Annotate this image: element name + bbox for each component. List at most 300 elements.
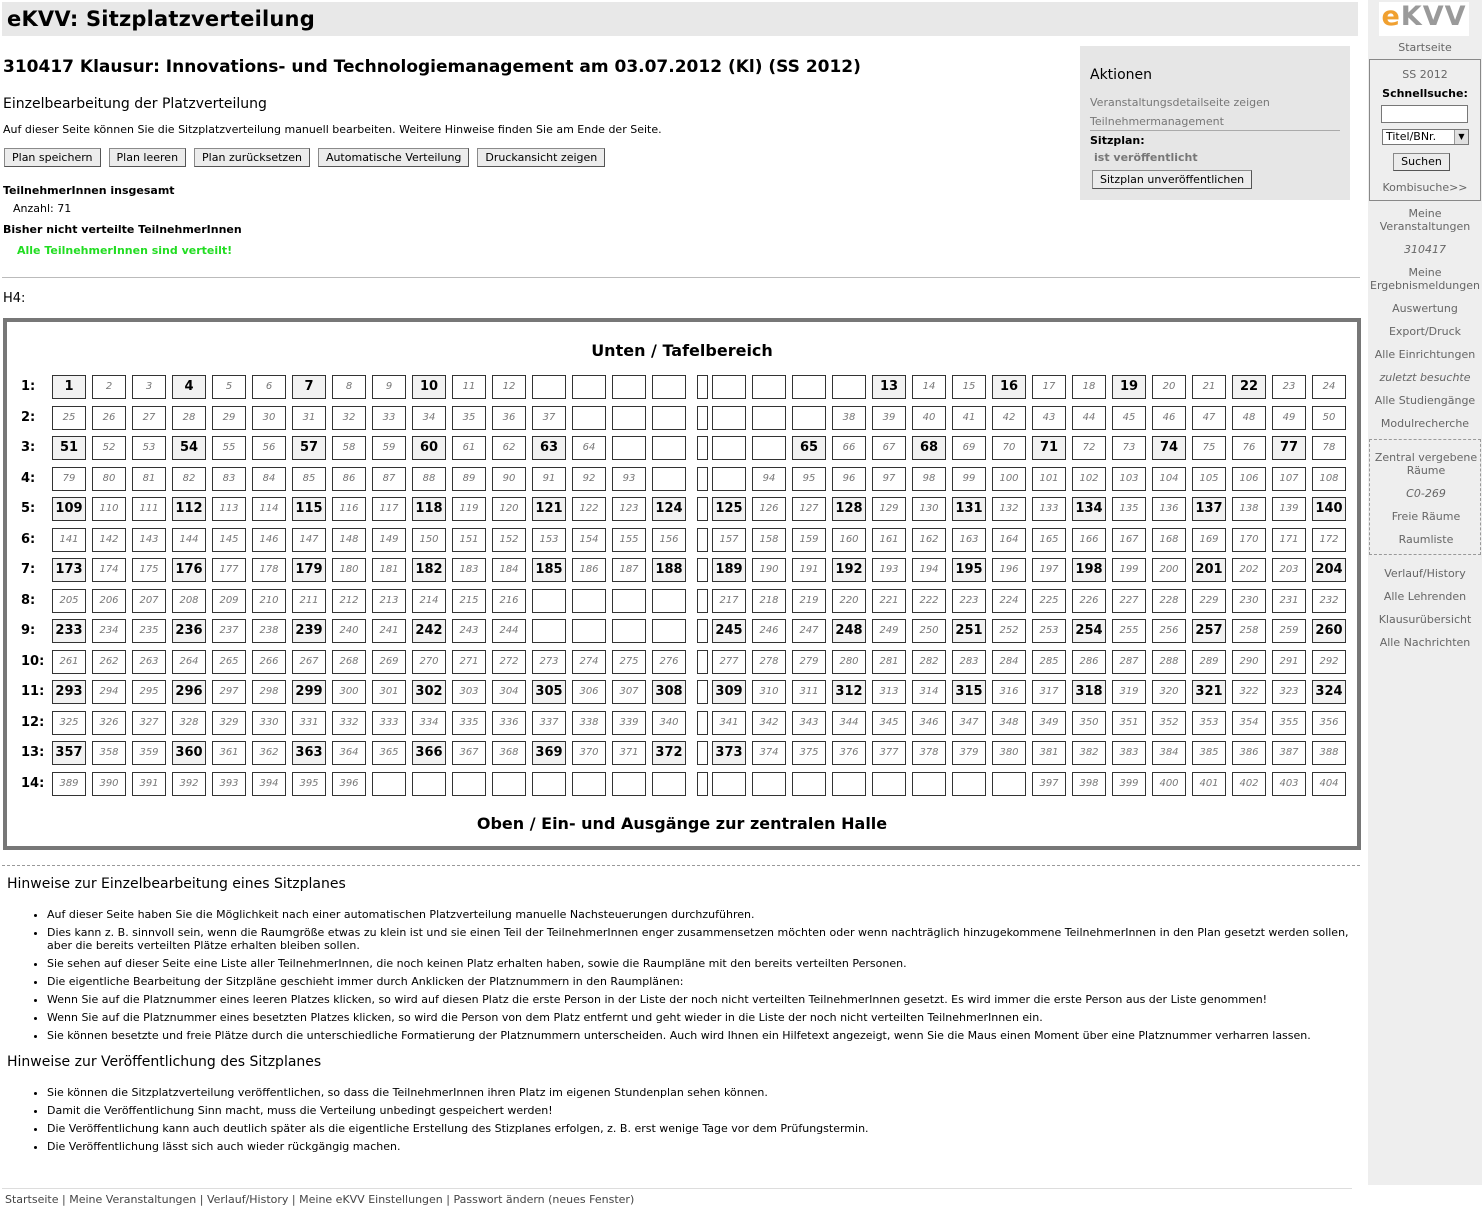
seat[interactable]: 43: [1032, 406, 1066, 430]
search-button[interactable]: Suchen: [1393, 153, 1450, 171]
sidebar-central-rooms[interactable]: Zentral vergebene Räume: [1374, 451, 1478, 477]
seat[interactable]: 89: [452, 467, 486, 491]
seat[interactable]: 372: [652, 741, 686, 765]
seat[interactable]: 30: [252, 406, 286, 430]
seat[interactable]: 5: [212, 375, 246, 399]
seat[interactable]: [912, 772, 946, 796]
seat[interactable]: 58: [332, 436, 366, 460]
seat[interactable]: 147: [292, 528, 326, 552]
seat[interactable]: 204: [1312, 558, 1346, 582]
seat[interactable]: 404: [1312, 772, 1346, 796]
seat[interactable]: 81: [132, 467, 166, 491]
seat[interactable]: 194: [912, 558, 946, 582]
seat[interactable]: 125: [712, 497, 746, 521]
seat[interactable]: 86: [332, 467, 366, 491]
seat[interactable]: 380: [992, 741, 1026, 765]
seat[interactable]: 1: [52, 375, 86, 399]
seat[interactable]: 321: [1192, 680, 1226, 704]
seat[interactable]: [792, 406, 826, 430]
seat[interactable]: 200: [1152, 558, 1186, 582]
seat[interactable]: 226: [1072, 589, 1106, 613]
seat[interactable]: 209: [212, 589, 246, 613]
sidebar-export[interactable]: Export/Druck: [1388, 325, 1462, 338]
seat[interactable]: 31: [292, 406, 326, 430]
seat[interactable]: 379: [952, 741, 986, 765]
seat[interactable]: 399: [1112, 772, 1146, 796]
seat[interactable]: 55: [212, 436, 246, 460]
seat[interactable]: 151: [452, 528, 486, 552]
auto-assign-button[interactable]: Automatische Verteilung: [318, 148, 469, 167]
seat[interactable]: 298: [252, 680, 286, 704]
seat[interactable]: [712, 375, 746, 399]
seat[interactable]: 193: [872, 558, 906, 582]
seat[interactable]: 210: [252, 589, 286, 613]
footer-link[interactable]: Meine Veranstaltungen: [69, 1193, 197, 1206]
seat[interactable]: 94: [752, 467, 786, 491]
seat[interactable]: [572, 375, 606, 399]
seat[interactable]: 181: [372, 558, 406, 582]
seat[interactable]: 251: [952, 619, 986, 643]
seat[interactable]: [452, 772, 486, 796]
seat[interactable]: [532, 375, 566, 399]
seat[interactable]: 84: [252, 467, 286, 491]
sidebar-recently-visited[interactable]: zuletzt besuchte: [1379, 371, 1471, 384]
seat[interactable]: 50: [1312, 406, 1346, 430]
seat[interactable]: 308: [652, 680, 686, 704]
seat[interactable]: 53: [132, 436, 166, 460]
seat[interactable]: 228: [1152, 589, 1186, 613]
seat[interactable]: 323: [1272, 680, 1306, 704]
seat[interactable]: [612, 406, 646, 430]
seat[interactable]: 20: [1152, 375, 1186, 399]
seat[interactable]: 165: [1032, 528, 1066, 552]
seat[interactable]: 325: [52, 711, 86, 735]
seat[interactable]: 178: [252, 558, 286, 582]
seat[interactable]: 24: [1312, 375, 1346, 399]
seat[interactable]: [652, 467, 686, 491]
seat[interactable]: 188: [652, 558, 686, 582]
seat[interactable]: 212: [332, 589, 366, 613]
seat[interactable]: 269: [372, 650, 406, 674]
seat[interactable]: 65: [792, 436, 826, 460]
seat[interactable]: 311: [792, 680, 826, 704]
seat[interactable]: 128: [832, 497, 866, 521]
seat[interactable]: 244: [492, 619, 526, 643]
seat[interactable]: 98: [912, 467, 946, 491]
sidebar-all-programs[interactable]: Alle Studiengänge: [1374, 394, 1476, 407]
seat[interactable]: 64: [572, 436, 606, 460]
seat[interactable]: 309: [712, 680, 746, 704]
seat[interactable]: 25: [52, 406, 86, 430]
seat[interactable]: 4: [172, 375, 206, 399]
seat[interactable]: 263: [132, 650, 166, 674]
seat[interactable]: 285: [1032, 650, 1066, 674]
seat[interactable]: 120: [492, 497, 526, 521]
seat[interactable]: 78: [1312, 436, 1346, 460]
seat[interactable]: 317: [1032, 680, 1066, 704]
seat[interactable]: [492, 772, 526, 796]
seat[interactable]: 334: [412, 711, 446, 735]
seat[interactable]: 217: [712, 589, 746, 613]
seat[interactable]: 327: [132, 711, 166, 735]
seat[interactable]: 26: [92, 406, 126, 430]
seat[interactable]: 304: [492, 680, 526, 704]
seat[interactable]: 259: [1272, 619, 1306, 643]
seat[interactable]: 266: [252, 650, 286, 674]
seat[interactable]: 119: [452, 497, 486, 521]
seat[interactable]: 345: [872, 711, 906, 735]
save-plan-button[interactable]: Plan speichern: [4, 148, 101, 167]
seat[interactable]: 227: [1112, 589, 1146, 613]
seat[interactable]: 88: [412, 467, 446, 491]
seat[interactable]: 240: [332, 619, 366, 643]
seat[interactable]: 349: [1032, 711, 1066, 735]
footer-link[interactable]: Meine eKVV Einstellungen: [299, 1193, 443, 1206]
seat[interactable]: 105: [1192, 467, 1226, 491]
seat[interactable]: 262: [92, 650, 126, 674]
sidebar-free-rooms[interactable]: Freie Räume: [1391, 510, 1461, 523]
seat[interactable]: 247: [792, 619, 826, 643]
seat[interactable]: 319: [1112, 680, 1146, 704]
seat[interactable]: 97: [872, 467, 906, 491]
seat[interactable]: [752, 375, 786, 399]
seat[interactable]: 117: [372, 497, 406, 521]
seat[interactable]: 10: [412, 375, 446, 399]
seat[interactable]: 339: [612, 711, 646, 735]
seat[interactable]: 331: [292, 711, 326, 735]
seat[interactable]: 73: [1112, 436, 1146, 460]
seat[interactable]: 110: [92, 497, 126, 521]
sidebar-home[interactable]: Startseite: [1398, 41, 1452, 54]
seat[interactable]: 167: [1112, 528, 1146, 552]
seat[interactable]: [712, 467, 746, 491]
seat[interactable]: 16: [992, 375, 1026, 399]
seat[interactable]: 76: [1232, 436, 1266, 460]
seat[interactable]: 377: [872, 741, 906, 765]
seat[interactable]: 150: [412, 528, 446, 552]
seat[interactable]: 206: [92, 589, 126, 613]
seat[interactable]: 312: [832, 680, 866, 704]
seat[interactable]: 137: [1192, 497, 1226, 521]
seat[interactable]: 45: [1112, 406, 1146, 430]
seat[interactable]: 290: [1232, 650, 1266, 674]
seat[interactable]: 279: [792, 650, 826, 674]
sidebar-module-search[interactable]: Modulrecherche: [1380, 417, 1470, 430]
seat[interactable]: 205: [52, 589, 86, 613]
seat[interactable]: 56: [252, 436, 286, 460]
seat[interactable]: 145: [212, 528, 246, 552]
seat[interactable]: 390: [92, 772, 126, 796]
seat[interactable]: 140: [1312, 497, 1346, 521]
seat[interactable]: 360: [172, 741, 206, 765]
seat[interactable]: 63: [532, 436, 566, 460]
seat[interactable]: 281: [872, 650, 906, 674]
sidebar-exam-overview[interactable]: Klausurübersicht: [1378, 613, 1472, 626]
participant-management-link[interactable]: Teilnehmermanagement: [1090, 115, 1224, 128]
seat[interactable]: 232: [1312, 589, 1346, 613]
seat[interactable]: 69: [952, 436, 986, 460]
seat[interactable]: 9: [372, 375, 406, 399]
seat[interactable]: 199: [1112, 558, 1146, 582]
seat[interactable]: 39: [872, 406, 906, 430]
seat[interactable]: 365: [372, 741, 406, 765]
seat[interactable]: [992, 772, 1026, 796]
seat[interactable]: 174: [92, 558, 126, 582]
seat[interactable]: 99: [952, 467, 986, 491]
seat[interactable]: [612, 375, 646, 399]
seat[interactable]: 108: [1312, 467, 1346, 491]
seat[interactable]: 274: [572, 650, 606, 674]
seat[interactable]: 111: [132, 497, 166, 521]
seat[interactable]: 297: [212, 680, 246, 704]
seat[interactable]: 392: [172, 772, 206, 796]
seat[interactable]: 374: [752, 741, 786, 765]
seat[interactable]: 326: [92, 711, 126, 735]
seat[interactable]: 238: [252, 619, 286, 643]
seat[interactable]: 375: [792, 741, 826, 765]
seat[interactable]: 261: [52, 650, 86, 674]
seat[interactable]: 367: [452, 741, 486, 765]
seat[interactable]: 245: [712, 619, 746, 643]
footer-link[interactable]: Verlauf/History: [206, 1193, 289, 1206]
seat[interactable]: 264: [172, 650, 206, 674]
seat[interactable]: 403: [1272, 772, 1306, 796]
seat[interactable]: 376: [832, 741, 866, 765]
seat[interactable]: 160: [832, 528, 866, 552]
seat[interactable]: 241: [372, 619, 406, 643]
seat[interactable]: 355: [1272, 711, 1306, 735]
seat[interactable]: 17: [1032, 375, 1066, 399]
seat[interactable]: 221: [872, 589, 906, 613]
seat[interactable]: 36: [492, 406, 526, 430]
seat[interactable]: 46: [1152, 406, 1186, 430]
seat[interactable]: 169: [1192, 528, 1226, 552]
seat[interactable]: 213: [372, 589, 406, 613]
seat[interactable]: 237: [212, 619, 246, 643]
seat[interactable]: 124: [652, 497, 686, 521]
seat[interactable]: 179: [292, 558, 326, 582]
seat[interactable]: 364: [332, 741, 366, 765]
seat[interactable]: 313: [872, 680, 906, 704]
seat[interactable]: 401: [1192, 772, 1226, 796]
seat[interactable]: 19: [1112, 375, 1146, 399]
seat[interactable]: 190: [752, 558, 786, 582]
seat[interactable]: [752, 772, 786, 796]
sidebar-my-results[interactable]: Meine Ergebnismeldungen: [1370, 266, 1480, 292]
seat[interactable]: [412, 772, 446, 796]
seat[interactable]: 158: [752, 528, 786, 552]
seat[interactable]: 32: [332, 406, 366, 430]
seat[interactable]: 357: [52, 741, 86, 765]
seat[interactable]: 141: [52, 528, 86, 552]
seat[interactable]: 11: [452, 375, 486, 399]
seat[interactable]: 196: [992, 558, 1026, 582]
seat[interactable]: 27: [132, 406, 166, 430]
seat[interactable]: 15: [952, 375, 986, 399]
seat[interactable]: 368: [492, 741, 526, 765]
seat[interactable]: 350: [1072, 711, 1106, 735]
seat[interactable]: 208: [172, 589, 206, 613]
seat[interactable]: 114: [252, 497, 286, 521]
seat[interactable]: [652, 375, 686, 399]
seat[interactable]: 359: [132, 741, 166, 765]
seat[interactable]: 332: [332, 711, 366, 735]
seat[interactable]: 87: [372, 467, 406, 491]
seat[interactable]: 91: [532, 467, 566, 491]
seat[interactable]: 215: [452, 589, 486, 613]
seat[interactable]: 131: [952, 497, 986, 521]
seat[interactable]: 127: [792, 497, 826, 521]
seat[interactable]: 276: [652, 650, 686, 674]
seat[interactable]: 248: [832, 619, 866, 643]
seat[interactable]: 38: [832, 406, 866, 430]
seat[interactable]: 130: [912, 497, 946, 521]
seat[interactable]: 273: [532, 650, 566, 674]
seat[interactable]: [372, 772, 406, 796]
seat[interactable]: [832, 375, 866, 399]
seat[interactable]: [572, 589, 606, 613]
ekvv-logo[interactable]: eKVV: [1379, 2, 1469, 36]
clear-plan-button[interactable]: Plan leeren: [109, 148, 187, 167]
print-view-button[interactable]: Druckansicht zeigen: [477, 148, 605, 167]
seat[interactable]: 335: [452, 711, 486, 735]
seat[interactable]: 229: [1192, 589, 1226, 613]
seat[interactable]: 176: [172, 558, 206, 582]
seat[interactable]: 301: [372, 680, 406, 704]
seat[interactable]: 187: [612, 558, 646, 582]
seat[interactable]: 239: [292, 619, 326, 643]
seat[interactable]: 223: [952, 589, 986, 613]
seat[interactable]: 61: [452, 436, 486, 460]
seat[interactable]: 282: [912, 650, 946, 674]
seat[interactable]: 328: [172, 711, 206, 735]
seat[interactable]: 95: [792, 467, 826, 491]
seat[interactable]: 224: [992, 589, 1026, 613]
seat[interactable]: 218: [752, 589, 786, 613]
seat[interactable]: 370: [572, 741, 606, 765]
seat[interactable]: [752, 406, 786, 430]
seat[interactable]: 353: [1192, 711, 1226, 735]
seat[interactable]: 289: [1192, 650, 1226, 674]
seat[interactable]: 397: [1032, 772, 1066, 796]
seat[interactable]: 136: [1152, 497, 1186, 521]
seat[interactable]: 320: [1152, 680, 1186, 704]
seat[interactable]: 6: [252, 375, 286, 399]
seat[interactable]: 307: [612, 680, 646, 704]
seat[interactable]: 156: [652, 528, 686, 552]
seat[interactable]: 337: [532, 711, 566, 735]
seat[interactable]: 116: [332, 497, 366, 521]
seat[interactable]: 23: [1272, 375, 1306, 399]
seat[interactable]: 152: [492, 528, 526, 552]
seat[interactable]: 139: [1272, 497, 1306, 521]
seat[interactable]: 184: [492, 558, 526, 582]
seat[interactable]: 21: [1192, 375, 1226, 399]
seat[interactable]: 159: [792, 528, 826, 552]
seat[interactable]: 225: [1032, 589, 1066, 613]
seat[interactable]: 92: [572, 467, 606, 491]
seat[interactable]: [952, 772, 986, 796]
seat[interactable]: 41: [952, 406, 986, 430]
seat[interactable]: 314: [912, 680, 946, 704]
seat[interactable]: 44: [1072, 406, 1106, 430]
footer-link[interactable]: Startseite: [5, 1193, 59, 1206]
seat[interactable]: 29: [212, 406, 246, 430]
seat[interactable]: 315: [952, 680, 986, 704]
seat[interactable]: 254: [1072, 619, 1106, 643]
seat[interactable]: 219: [792, 589, 826, 613]
seat[interactable]: 186: [572, 558, 606, 582]
seat[interactable]: 293: [52, 680, 86, 704]
seat[interactable]: [652, 589, 686, 613]
seat[interactable]: 344: [832, 711, 866, 735]
seat[interactable]: 74: [1152, 436, 1186, 460]
seat[interactable]: 310: [752, 680, 786, 704]
seat[interactable]: 295: [132, 680, 166, 704]
seat[interactable]: 129: [872, 497, 906, 521]
seat[interactable]: 324: [1312, 680, 1346, 704]
seat[interactable]: 72: [1072, 436, 1106, 460]
seat[interactable]: 303: [452, 680, 486, 704]
seat[interactable]: [612, 436, 646, 460]
seat[interactable]: 14: [912, 375, 946, 399]
search-type-select[interactable]: Titel/BNr. ▼: [1382, 129, 1469, 145]
seat[interactable]: [572, 772, 606, 796]
seat[interactable]: 234: [92, 619, 126, 643]
seat[interactable]: 256: [1152, 619, 1186, 643]
seat[interactable]: 222: [912, 589, 946, 613]
seat[interactable]: 393: [212, 772, 246, 796]
seat[interactable]: 255: [1112, 619, 1146, 643]
seat[interactable]: 134: [1072, 497, 1106, 521]
seat[interactable]: 385: [1192, 741, 1226, 765]
seat[interactable]: 70: [992, 436, 1026, 460]
seat[interactable]: 231: [1272, 589, 1306, 613]
seat[interactable]: [712, 406, 746, 430]
seat[interactable]: 180: [332, 558, 366, 582]
seat[interactable]: 381: [1032, 741, 1066, 765]
seat[interactable]: 54: [172, 436, 206, 460]
seat[interactable]: [532, 772, 566, 796]
seat[interactable]: 391: [132, 772, 166, 796]
seat[interactable]: 161: [872, 528, 906, 552]
seat[interactable]: 100: [992, 467, 1026, 491]
seat[interactable]: 203: [1272, 558, 1306, 582]
seat[interactable]: 142: [92, 528, 126, 552]
seat[interactable]: 71: [1032, 436, 1066, 460]
seat[interactable]: 164: [992, 528, 1026, 552]
seat[interactable]: 306: [572, 680, 606, 704]
seat[interactable]: 12: [492, 375, 526, 399]
sidebar-all-institutions[interactable]: Alle Einrichtungen: [1374, 348, 1476, 361]
seat[interactable]: 82: [172, 467, 206, 491]
seat[interactable]: 113: [212, 497, 246, 521]
seat[interactable]: 170: [1232, 528, 1266, 552]
seat[interactable]: [792, 772, 826, 796]
seat[interactable]: 305: [532, 680, 566, 704]
seat[interactable]: 387: [1272, 741, 1306, 765]
seat[interactable]: 104: [1152, 467, 1186, 491]
sidebar-my-courses[interactable]: Meine Veranstaltungen: [1379, 207, 1471, 233]
seat[interactable]: 230: [1232, 589, 1266, 613]
seat[interactable]: 143: [132, 528, 166, 552]
seat[interactable]: 356: [1312, 711, 1346, 735]
seat[interactable]: 280: [832, 650, 866, 674]
seat[interactable]: 195: [952, 558, 986, 582]
seat[interactable]: 40: [912, 406, 946, 430]
seat[interactable]: 398: [1072, 772, 1106, 796]
seat[interactable]: 166: [1072, 528, 1106, 552]
